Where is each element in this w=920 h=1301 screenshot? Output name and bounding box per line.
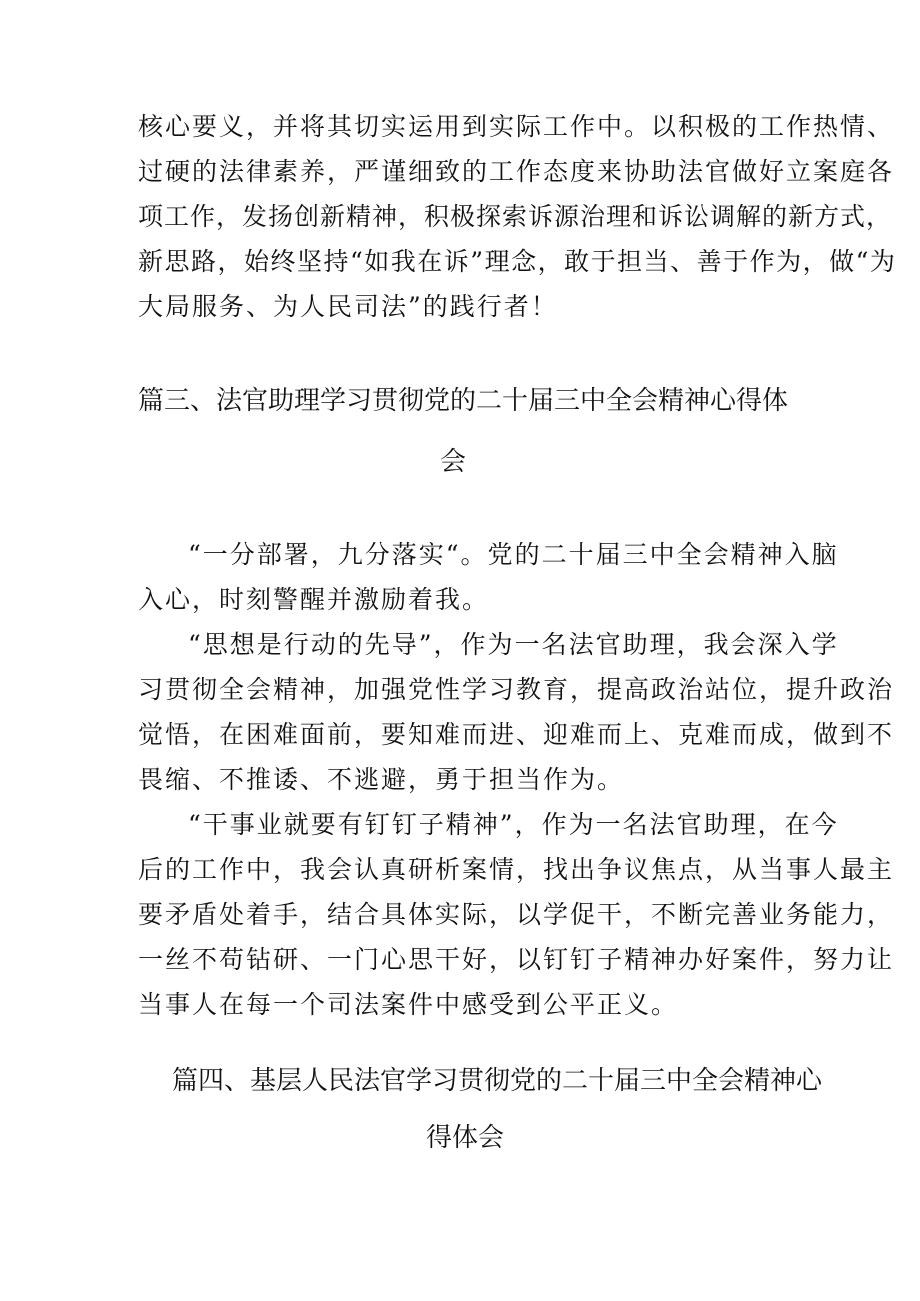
section-heading: 篇四、基层人民法官学习贯彻党的二十届三中全会精神心 <box>172 1066 823 1096</box>
section-heading: 篇三、法官助理学习贯彻党的二十届三中全会精神心得体 <box>138 386 789 416</box>
paragraph-line: 核心要义，并将其切实运用到实际工作中。以积极的工作热情、 <box>138 112 895 141</box>
paragraph-line: 要矛盾处着手，结合具体实际，以学促干，不断完善业务能力， <box>138 900 895 929</box>
paragraph-line: 项工作，发扬创新精神，积极探索诉源治理和诉讼调解的新方式， <box>138 202 893 231</box>
paragraph-line: “一分部署，九分落实“。党的二十届三中全会精神入脑 <box>188 540 839 569</box>
paragraph-line: 大局服务、为人民司法”的践行者！ <box>138 292 558 321</box>
section-heading-continuation: 会 <box>440 447 467 477</box>
paragraph-line: 觉悟，在困难面前，要知难而进、迎难而上、克难而成，做到不 <box>138 720 895 749</box>
paragraph-line: 新思路，始终坚持“如我在诉”理念，敢于担当、善于作为，做“为 <box>138 247 897 276</box>
section-heading-continuation: 得体会 <box>426 1123 505 1153</box>
paragraph-line: 当事人在每一个司法案件中感受到公平正义。 <box>138 990 679 1019</box>
paragraph-line: 一丝不苟钻研、一门心思干好，以钉钉子精神办好案件，努力让 <box>138 945 895 974</box>
paragraph-line: 习贯彻全会精神，加强党性学习教育，提高政治站位，提升政治 <box>138 675 895 704</box>
paragraph-line: 过硬的法律素养，严谨细致的工作态度来协助法官做好立案庭各 <box>138 157 895 186</box>
paragraph-line: 畏缩、不推诿、不逃避，勇于担当作为。 <box>138 765 625 794</box>
paragraph-line: 后的工作中，我会认真研析案情，找出争议焦点，从当事人最主 <box>138 855 895 884</box>
paragraph-line: “干事业就要有钉钉子精神”，作为一名法官助理，在今 <box>188 810 839 839</box>
paragraph-line: 入心，时刻警醒并激励着我。 <box>138 585 490 614</box>
paragraph-line: “思想是行动的先导”，作为一名法官助理，我会深入学 <box>188 630 839 659</box>
